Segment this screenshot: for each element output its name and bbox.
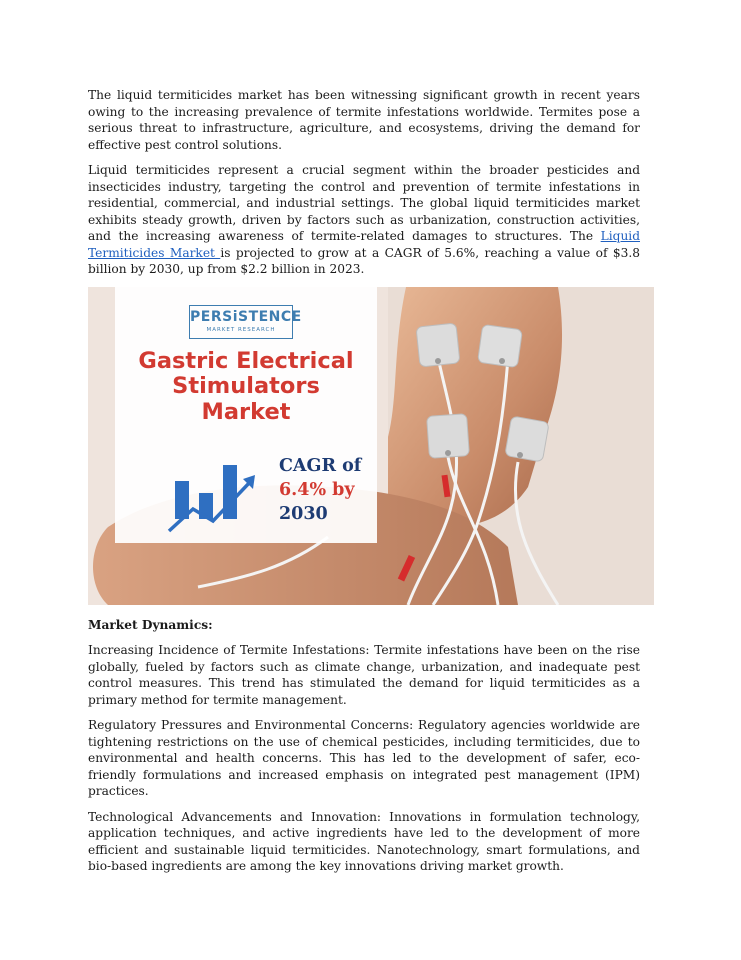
paragraph-text-before-link: Liquid termiticides represent a crucial segment within the broader pesticides and insecticides industry, targeting the control and prevention of termite infestations in residential, commercial, and industrial settings. The global liquid termiticides market exhibits steady growth, driven by factors such as urbanization, construction activities, and the increasing awareness of termite-related damages to structures. The (88, 163, 640, 243)
termite-incidence-paragraph: Increasing Incidence of Termite Infestations: Termite infestations have been on the rise globally, fueled by factors such as climate change, urbanization, and inadequate pest control measures. This trend has stimulated the demand for liquid termiticides as a primary method for termite management. (88, 643, 640, 707)
growth-chart-icon (165, 459, 261, 537)
paragraph-text-after-link: is projected to grow at a CAGR of 5.6%, reaching a value of $3.8 billion by 2030, up from $2.2 billion in 2023. (88, 245, 640, 276)
cagr-line-3: 2030 (279, 503, 328, 524)
technology-paragraph: Technological Advancements and Innovation: Innovations in formulation technology, application techniques, and active ingredients have led to the development of more efficient and sustainable liquid termiticides. Nanotechnology, smart formulations, and bio-based ingredients are among the key innovations driving market growth. (88, 809, 640, 873)
banner-title-line-3: Market (201, 398, 291, 425)
section-heading: Market Dynamics: (88, 617, 213, 632)
persistence-logo (189, 305, 302, 339)
banner-title-line-1: Gastric Electrical (138, 347, 354, 374)
logo-name: PERSiSTENCE (190, 308, 302, 325)
logo-tagline: MARKET RESEARCH (206, 326, 276, 333)
market-banner-image (88, 287, 654, 605)
liquid-termiticides-market-link[interactable]: Liquid Termiticides Market (88, 229, 640, 260)
market-overview-paragraph (88, 162, 640, 278)
cagr-line-1: CAGR of (279, 455, 362, 476)
intro-paragraph: The liquid termiticides market has been witnessing significant growth in recent years owing to the increasing prevalence of termite infestations worldwide. Termites pose a serious threat to infrastructure, agriculture, and ecosystems, driving the demand for effective pest control solutions. (88, 88, 640, 152)
regulatory-paragraph: Regulatory Pressures and Environmental Concerns: Regulatory agencies worldwide are tightening restrictions on the use of chemical pesticides, including termiticides, due to environmental and health concerns. This has led to the development of safer, eco-friendly formulations and increased emphasis on integrated pest management (IPM) practices. (88, 718, 640, 798)
document-content (88, 87, 640, 884)
cagr-text (279, 454, 389, 526)
market-info-card (115, 287, 377, 543)
banner-title-line-2: Stimulators (172, 373, 320, 399)
banner-title (115, 349, 377, 426)
cagr-line-2: 6.4% by (279, 479, 355, 500)
